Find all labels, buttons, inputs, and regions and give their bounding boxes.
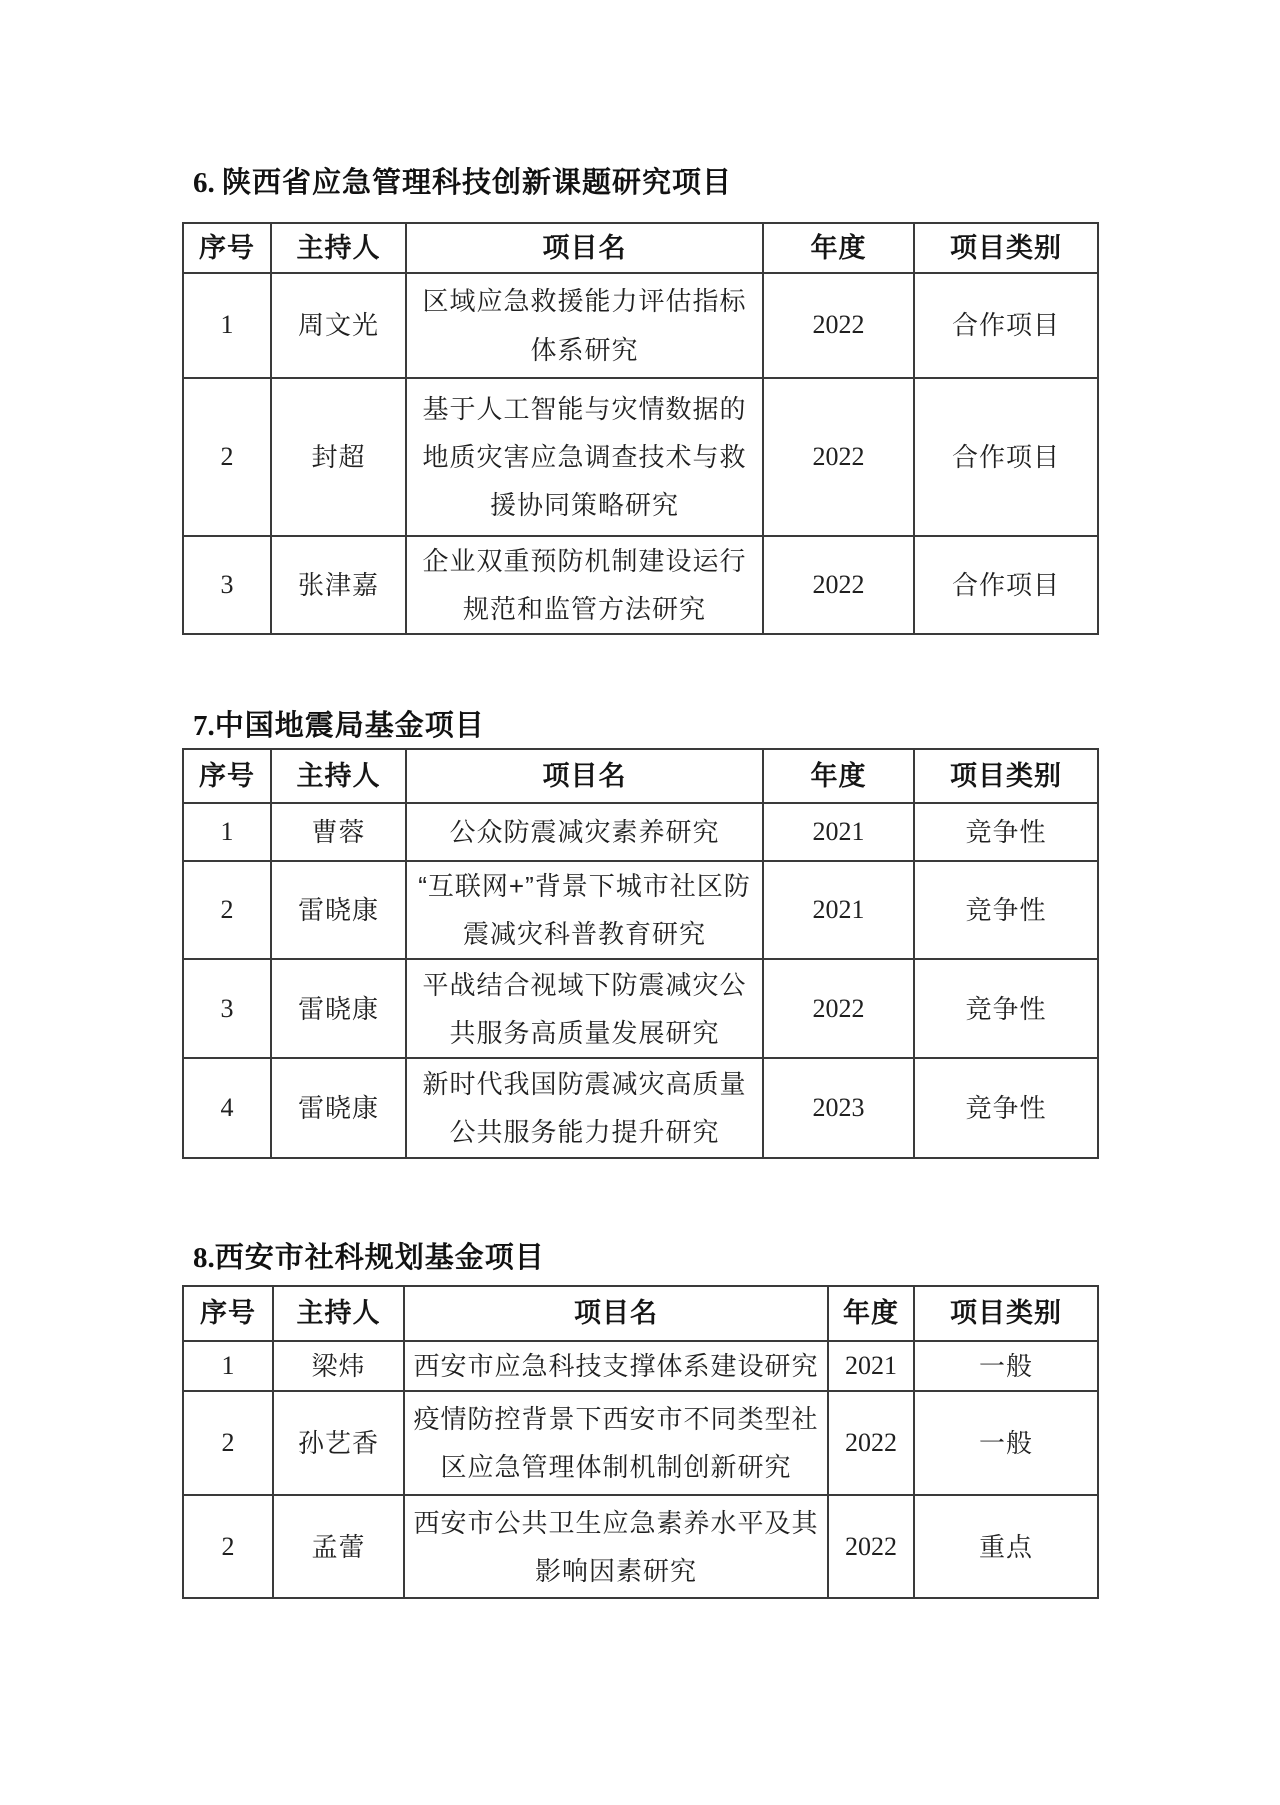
column-header: 项目类别 bbox=[914, 749, 1098, 803]
table-cell: 雷晓康 bbox=[271, 861, 406, 959]
table-row bbox=[183, 536, 1098, 634]
table-cell: 公众防震减灾素养研究 bbox=[406, 803, 763, 861]
section-number: 6. bbox=[193, 167, 222, 199]
column-header: 年度 bbox=[763, 749, 914, 803]
table-cell: 雷晓康 bbox=[271, 959, 406, 1058]
table-cell: 竞争性 bbox=[914, 1058, 1098, 1158]
table-cell: 2 bbox=[183, 861, 271, 959]
table-cell: 1 bbox=[183, 273, 271, 378]
table-cell: 合作项目 bbox=[914, 378, 1098, 536]
table-cell: 一般 bbox=[914, 1391, 1098, 1495]
table-cell: 疫情防控背景下西安市不同类型社区应急管理体制机制创新研究 bbox=[404, 1391, 828, 1495]
table-cell: 3 bbox=[183, 959, 271, 1058]
table-cell: 合作项目 bbox=[914, 536, 1098, 634]
table-cell: 合作项目 bbox=[914, 273, 1098, 378]
column-header: 项目类别 bbox=[914, 1286, 1098, 1341]
section-title bbox=[193, 165, 732, 201]
table-cell: 1 bbox=[183, 803, 271, 861]
table-cell: 竞争性 bbox=[914, 803, 1098, 861]
table-cell: 雷晓康 bbox=[271, 1058, 406, 1158]
table-header-row bbox=[183, 223, 1098, 273]
table-cell: 企业双重预防机制建设运行规范和监管方法研究 bbox=[406, 536, 763, 634]
table-cell: 2 bbox=[183, 1391, 273, 1495]
section-title-text: 陕西省应急管理科技创新课题研究项目 bbox=[222, 167, 733, 199]
table-cell: 2 bbox=[183, 378, 271, 536]
column-header: 序号 bbox=[183, 1286, 273, 1341]
table-row bbox=[183, 1058, 1098, 1158]
section-number: 7. bbox=[193, 710, 215, 742]
table-cell: 4 bbox=[183, 1058, 271, 1158]
column-header: 项目名 bbox=[404, 1286, 828, 1341]
table-cell: 曹蓉 bbox=[271, 803, 406, 861]
table-cell: 2022 bbox=[828, 1495, 914, 1598]
table-cell: 竞争性 bbox=[914, 861, 1098, 959]
column-header: 项目类别 bbox=[914, 223, 1098, 273]
section-title bbox=[193, 708, 485, 744]
table-cell: 区域应急救援能力评估指标体系研究 bbox=[406, 273, 763, 378]
column-header: 主持人 bbox=[271, 749, 406, 803]
table-cell: 周文光 bbox=[271, 273, 406, 378]
projects-table bbox=[182, 1285, 1099, 1599]
table-cell: 西安市应急科技支撑体系建设研究 bbox=[404, 1341, 828, 1391]
table-cell: 2 bbox=[183, 1495, 273, 1598]
table-cell: 孙艺香 bbox=[273, 1391, 404, 1495]
table-header-row bbox=[183, 1286, 1098, 1341]
table-row bbox=[183, 861, 1098, 959]
table-cell: 封超 bbox=[271, 378, 406, 536]
column-header: 项目名 bbox=[406, 749, 763, 803]
table-cell: 2023 bbox=[763, 1058, 914, 1158]
table-cell: 2021 bbox=[763, 861, 914, 959]
table-cell: 一般 bbox=[914, 1341, 1098, 1391]
table-cell: 平战结合视域下防震减灾公共服务高质量发展研究 bbox=[406, 959, 763, 1058]
table-cell: 2022 bbox=[763, 378, 914, 536]
column-header: 年度 bbox=[763, 223, 914, 273]
table-row bbox=[183, 1391, 1098, 1495]
table-cell: 重点 bbox=[914, 1495, 1098, 1598]
table-row bbox=[183, 1495, 1098, 1598]
table-cell: 2021 bbox=[763, 803, 914, 861]
table-cell: 3 bbox=[183, 536, 271, 634]
table-cell: 2022 bbox=[763, 536, 914, 634]
column-header: 序号 bbox=[183, 223, 271, 273]
section-title-text: 中国地震局基金项目 bbox=[214, 710, 485, 742]
table-row bbox=[183, 803, 1098, 861]
table-cell: 2022 bbox=[763, 959, 914, 1058]
column-header: 序号 bbox=[183, 749, 271, 803]
section-title bbox=[193, 1240, 545, 1276]
table-header-row bbox=[183, 749, 1098, 803]
column-header: 主持人 bbox=[271, 223, 406, 273]
table-cell: 2022 bbox=[763, 273, 914, 378]
table-row bbox=[183, 1341, 1098, 1391]
column-header: 年度 bbox=[828, 1286, 914, 1341]
table-cell: 新时代我国防震减灾高质量公共服务能力提升研究 bbox=[406, 1058, 763, 1158]
table-cell: 西安市公共卫生应急素养水平及其影响因素研究 bbox=[404, 1495, 828, 1598]
table-cell: 孟蕾 bbox=[273, 1495, 404, 1598]
table-row bbox=[183, 273, 1098, 378]
table-cell: 2022 bbox=[828, 1391, 914, 1495]
projects-table bbox=[182, 748, 1099, 1159]
table-cell: 张津嘉 bbox=[271, 536, 406, 634]
table-cell: 基于人工智能与灾情数据的地质灾害应急调查技术与救援协同策略研究 bbox=[406, 378, 763, 536]
column-header: 主持人 bbox=[273, 1286, 404, 1341]
section-title-text: 西安市社科规划基金项目 bbox=[214, 1242, 545, 1274]
table-cell: “互联网+”背景下城市社区防震减灾科普教育研究 bbox=[406, 861, 763, 959]
table-row bbox=[183, 959, 1098, 1058]
table-cell: 2021 bbox=[828, 1341, 914, 1391]
column-header: 项目名 bbox=[406, 223, 763, 273]
table-cell: 梁炜 bbox=[273, 1341, 404, 1391]
table-cell: 1 bbox=[183, 1341, 273, 1391]
section-number: 8. bbox=[193, 1242, 215, 1274]
projects-table bbox=[182, 222, 1099, 635]
table-cell: 竞争性 bbox=[914, 959, 1098, 1058]
table-row bbox=[183, 378, 1098, 536]
